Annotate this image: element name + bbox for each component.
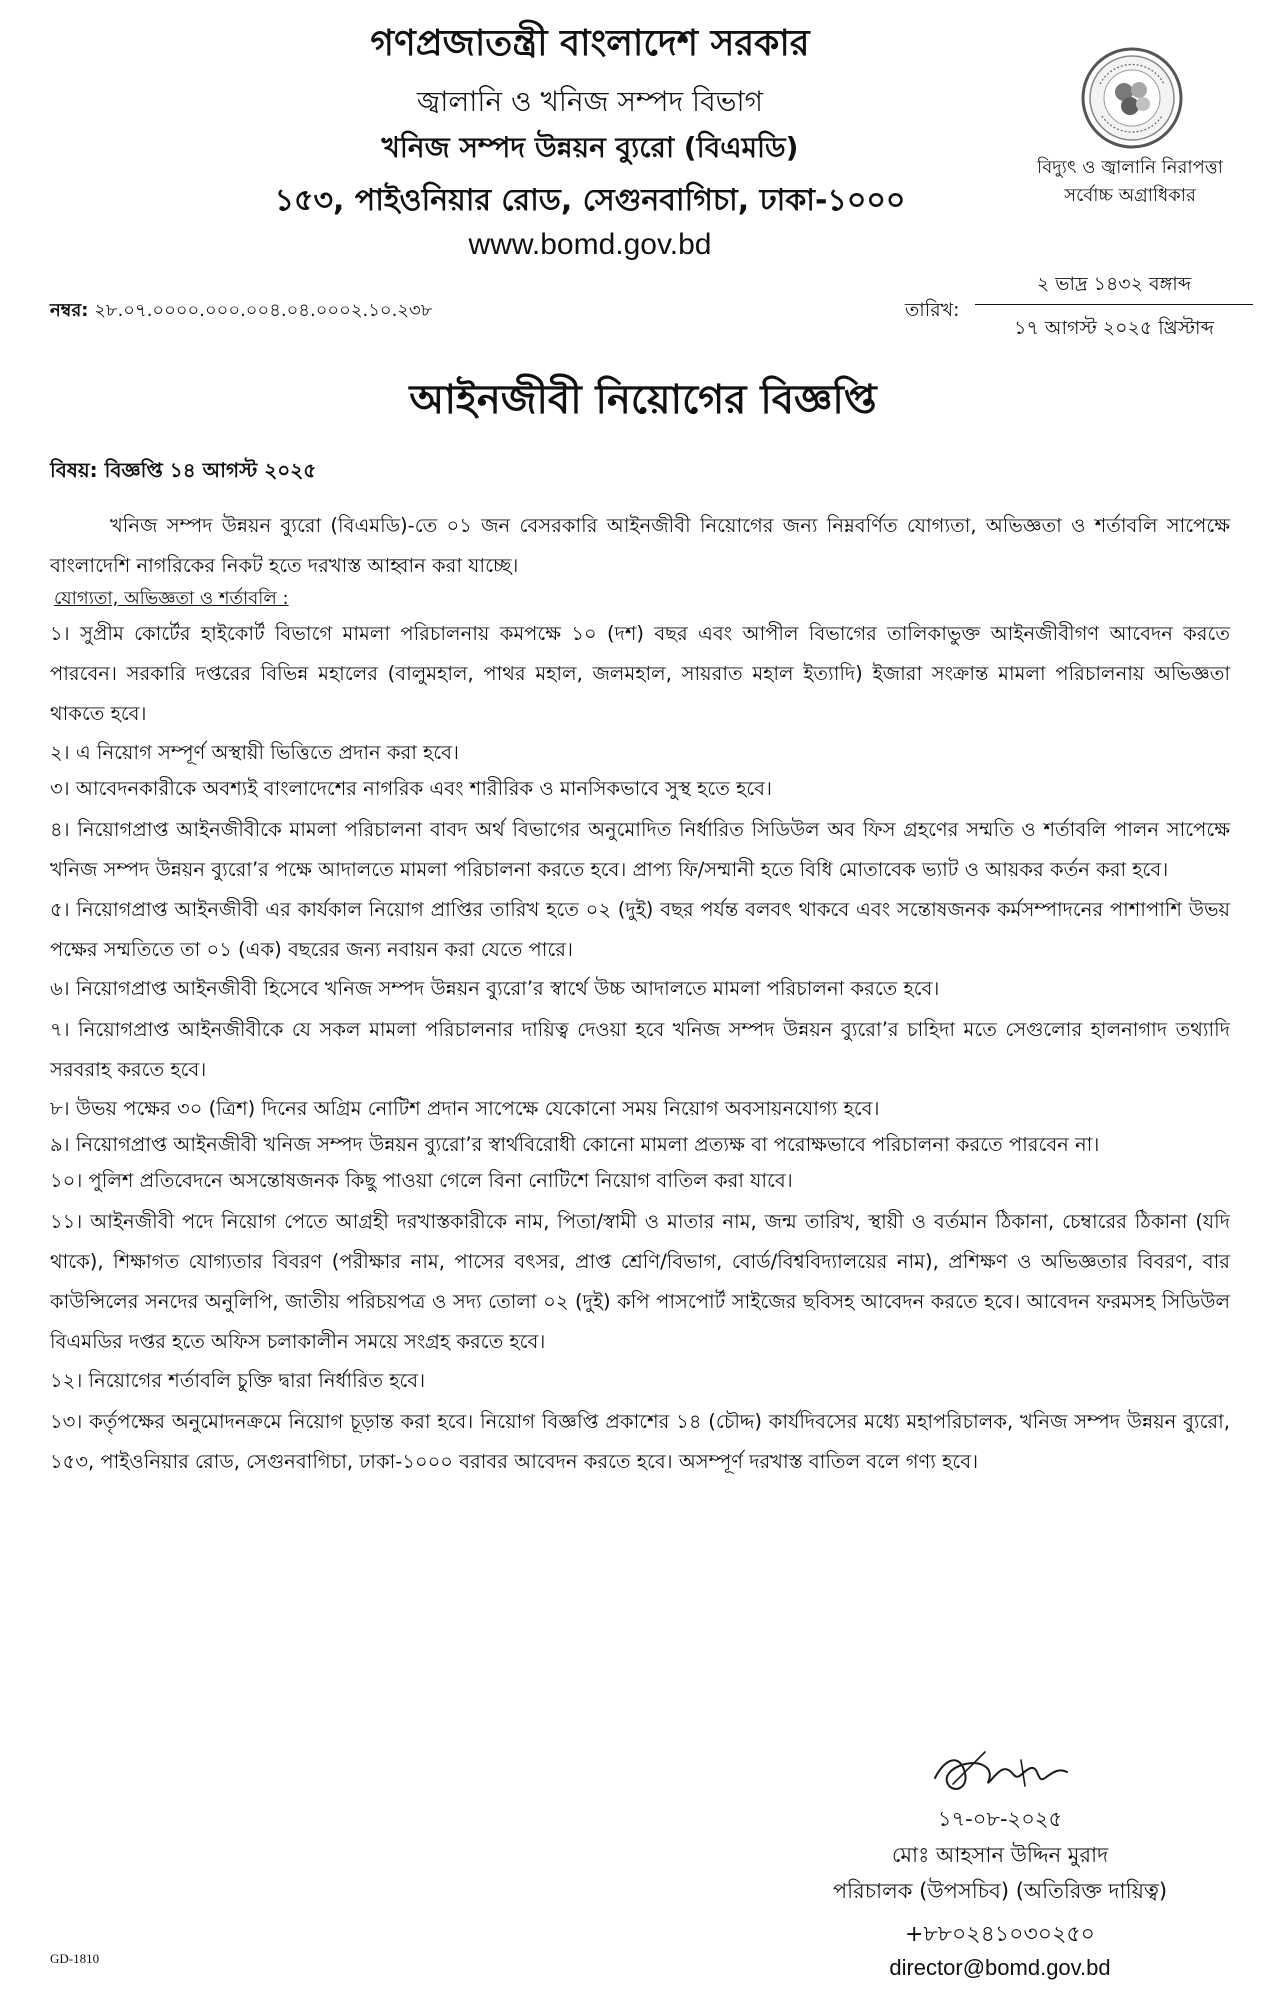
memo-value: ২৮.০৭.০০০০.০০০.০০৪.০৪.০০০২.১০.২৩৮ [94, 300, 433, 321]
clause-item: ৯। নিয়োগপ্রাপ্ত আইনজীবী খনিজ সম্পদ উন্নয়ন ব্যুরো’র স্বার্থবিরোধী কোনো মামলা প্রত্যক্ষ বা পরোক্ষভাবে পরিচালনা করতে পারবেন না। [50, 1133, 1100, 1156]
clause-item: ১৩। কর্তৃপক্ষের অনুমোদনক্রমে নিয়োগ চূড়ান্ত করা হবে। নিয়োগ বিজ্ঞপ্তি প্রকাশের ১৪ (চৌদ্দ) কার্যদিবসের মধ্যে মহাপরিচালক, খনিজ সম্পদ উন্নয়ন ব্যুরো, ১৫৩, পাইওনিয়ার রোড, সেগুনবাগিচা, ঢাকা-১০০০ বরাবর আবেদন করতে হবে। অসম্পূর্ণ দরখাস্ত বাতিল বলে গণ্য হবে। [50, 1410, 1230, 1473]
notice-title: আইনজীবী নিয়োগের বিজ্ঞপ্তি [409, 377, 877, 423]
clause-item: ৫। নিয়োগপ্রাপ্ত আইনজীবী এর কার্যকাল নিয়োগ প্রাপ্তির তারিখ হতে ০২ (দুই) বছর পর্যন্ত বলবৎ থাকবে এবং সন্তোষজনক কর্মসম্পাদনের পাশাপাশি উভয় পক্ষের সম্মতিতে তা ০১ (এক) বছরের জন্য নবায়ন করা যেতে পারে। [50, 898, 1230, 961]
signature-date: ১৭-০৮-২০২৫ [937, 1807, 1063, 1831]
clause-item: ১১। আইনজীবী পদে নিয়োগ পেতে আগ্রহী দরখাস্তকারীকে নাম, পিতা/স্বামী ও মাতার নাম, জন্ম তারিখ, স্থায়ী ও বর্তমান ঠিকানা, চেম্বারের ঠিকানা (যদি থাকে), শিক্ষাগত যোগ্যতার বিবরণ (পরীক্ষার নাম, পাসের বৎসর, প্রাপ্ত শ্রেণি/বিভাগ, বোর্ড/বিশ্ববিদ্যালয়ের নাম), প্রশিক্ষণ ও অভিজ্ঞতার বিবরণ, বার কাউন্সিলের সনদের অনুলিপি, জাতীয় পরিচয়পত্র ও সদ্য তোলা ০২ (দুই) কপি পাসপোর্ট সাইজের ছবিসহ আবেদন করতে হবে। আবেদন ফরমসহ সিডিউল বিএমডির দপ্তর হতে অফিস চলাকালীন সময়ে সংগ্রহ করতে হবে। [50, 1210, 1230, 1353]
clause-item: ২। এ নিয়োগ সম্পূর্ণ অস্থায়ী ভিত্তিতে প্রদান করা হবে। [50, 741, 459, 764]
clause-item: ১০। পুলিশ প্রতিবেদনে অসন্তোষজনক কিছু পাওয়া গেলে বিনা নোটিশে নিয়োগ বাতিল করা যাবে। [50, 1169, 793, 1192]
date-gregorian: ১৭ আগস্ট ২০২৫ খ্রিস্টাব্দ [1014, 317, 1214, 339]
signatory-email[interactable]: director@bomd.gov.bd [889, 1955, 1111, 1980]
clause-item: ১। সুপ্রীম কোর্টের হাইকোর্ট বিভাগে মামলা পরিচালনায় কমপক্ষে ১০ (দশ) বছর এবং আপীল বিভাগের তালিকাভুক্ত আইনজীবীগণ আবেদন করতে পারবেন। সরকারি দপ্তরের বিভিন্ন মহালের (বালুমহাল, পাথর মহাল, জলমহাল, সায়রাত মহাল ইত্যাদি) ইজারা সংক্রান্ত মামলা পরিচালনায় অভিজ্ঞতা থাকতে হবে। [50, 622, 1230, 725]
organization-name: খনিজ সম্পদ উন্নয়ন ব্যুরো (বিএমডি) [381, 131, 799, 164]
ministry-name: জ্বালানি ও খনিজ সম্পদ বিভাগ [416, 85, 763, 118]
date-label: তারিখ: [905, 299, 960, 321]
clause-item: ৭। নিয়োগপ্রাপ্ত আইনজীবীকে যে সকল মামলা পরিচালনার দায়িত্ব দেওয়া হবে খনিজ সম্পদ উন্নয়ন ব্যুরো’র চাহিদা মতে সেগুলোর হালনাগাদ তথ্যাদি সরবরাহ করতে হবে। [50, 1018, 1230, 1081]
clause-item: ৪। নিয়োগপ্রাপ্ত আইনজীবীকে মামলা পরিচালনা বাবদ অর্থ বিভাগের অনুমোদিত নির্ধারিত সিডিউল অব ফিস গ্রহণের সম্মতি ও শর্তাবলি পালন সাপেক্ষে খনিজ সম্পদ উন্নয়ন ব্যুরো’র পক্ষে আদালতে মামলা পরিচালনা করতে হবে। প্রাপ্য ফি/সম্মানী হতে বিধি মোতাবেক ভ্যাট ও আয়কর কর্তন করা হবে। [50, 818, 1230, 881]
date-bangla: ২ ভাদ্র ১৪৩২ বঙ্গাব্দ [1036, 273, 1192, 295]
bmd-logo-icon [1080, 46, 1184, 150]
website-link[interactable]: www.bomd.gov.bd [468, 228, 712, 261]
gd-code: GD-1810 [50, 1951, 100, 1966]
memo-number [50, 296, 432, 327]
conditions-heading: যোগ্যতা, অভিজ্ঞতা ও শর্তাবলি : [54, 588, 289, 609]
signatory-designation: পরিচালক (উপসচিব) (অতিরিক্ত দায়িত্ব) [832, 1879, 1168, 1903]
date-divider [975, 304, 1253, 305]
motto-line-2: সর্বোচ্চ অগ্রাধিকার [1064, 185, 1196, 206]
memo-label: নম্বর: [50, 300, 89, 321]
organization-address: ১৫৩, পাইওনিয়ার রোড, সেগুনবাগিচা, ঢাকা-১০০০ [274, 183, 906, 218]
notice-subject: বিষয়: বিজ্ঞপ্তি ১৪ আগস্ট ২০২৫ [50, 458, 317, 482]
clause-item: ৩। আবেদনকারীকে অবশ্যই বাংলাদেশের নাগরিক এবং শারীরিক ও মানসিকভাবে সুস্থ হতে হবে। [50, 777, 772, 800]
clause-item: ৬। নিয়োগপ্রাপ্ত আইনজীবী হিসেবে খনিজ সম্পদ উন্নয়ন ব্যুরো’র স্বার্থে উচ্চ আদালতে মামলা পরিচালনা করতে হবে। [50, 977, 940, 1000]
motto-line-1: বিদ্যুৎ ও জ্বালানি নিরাপত্তা [1037, 157, 1223, 178]
intro-paragraph: খনিজ সম্পদ উন্নয়ন ব্যুরো (বিএমডি)-তে ০১ জন বেসরকারি আইনজীবী নিয়োগের জন্য নিম্নবর্ণিত যোগ্যতা, অভিজ্ঞতা ও শর্তাবলি সাপেক্ষে বাংলাদেশি নাগরিকের নিকট হতে দরখাস্ত আহ্বান করা যাচ্ছে। [50, 514, 1230, 577]
government-name: গণপ্রজাতন্ত্রী বাংলাদেশ সরকার [370, 23, 810, 64]
clause-item: ৮। উভয় পক্ষের ৩০ (ত্রিশ) দিনের অগ্রিম নোটিশ প্রদান সাপেক্ষে যেকোনো সময় নিয়োগ অবসায়নযোগ্য হবে। [50, 1097, 880, 1120]
signature-mark [925, 1738, 1075, 1808]
signatory-name: মোঃ আহসান উদ্দিন মুরাদ [891, 1843, 1109, 1867]
clause-item: ১২। নিয়োগের শর্তাবলি চুক্তি দ্বারা নির্ধারিত হবে। [50, 1369, 426, 1392]
signatory-phone: +৮৮০২৪১০৩০২৫০ [905, 1922, 1095, 1947]
clause-list [50, 614, 1230, 1482]
